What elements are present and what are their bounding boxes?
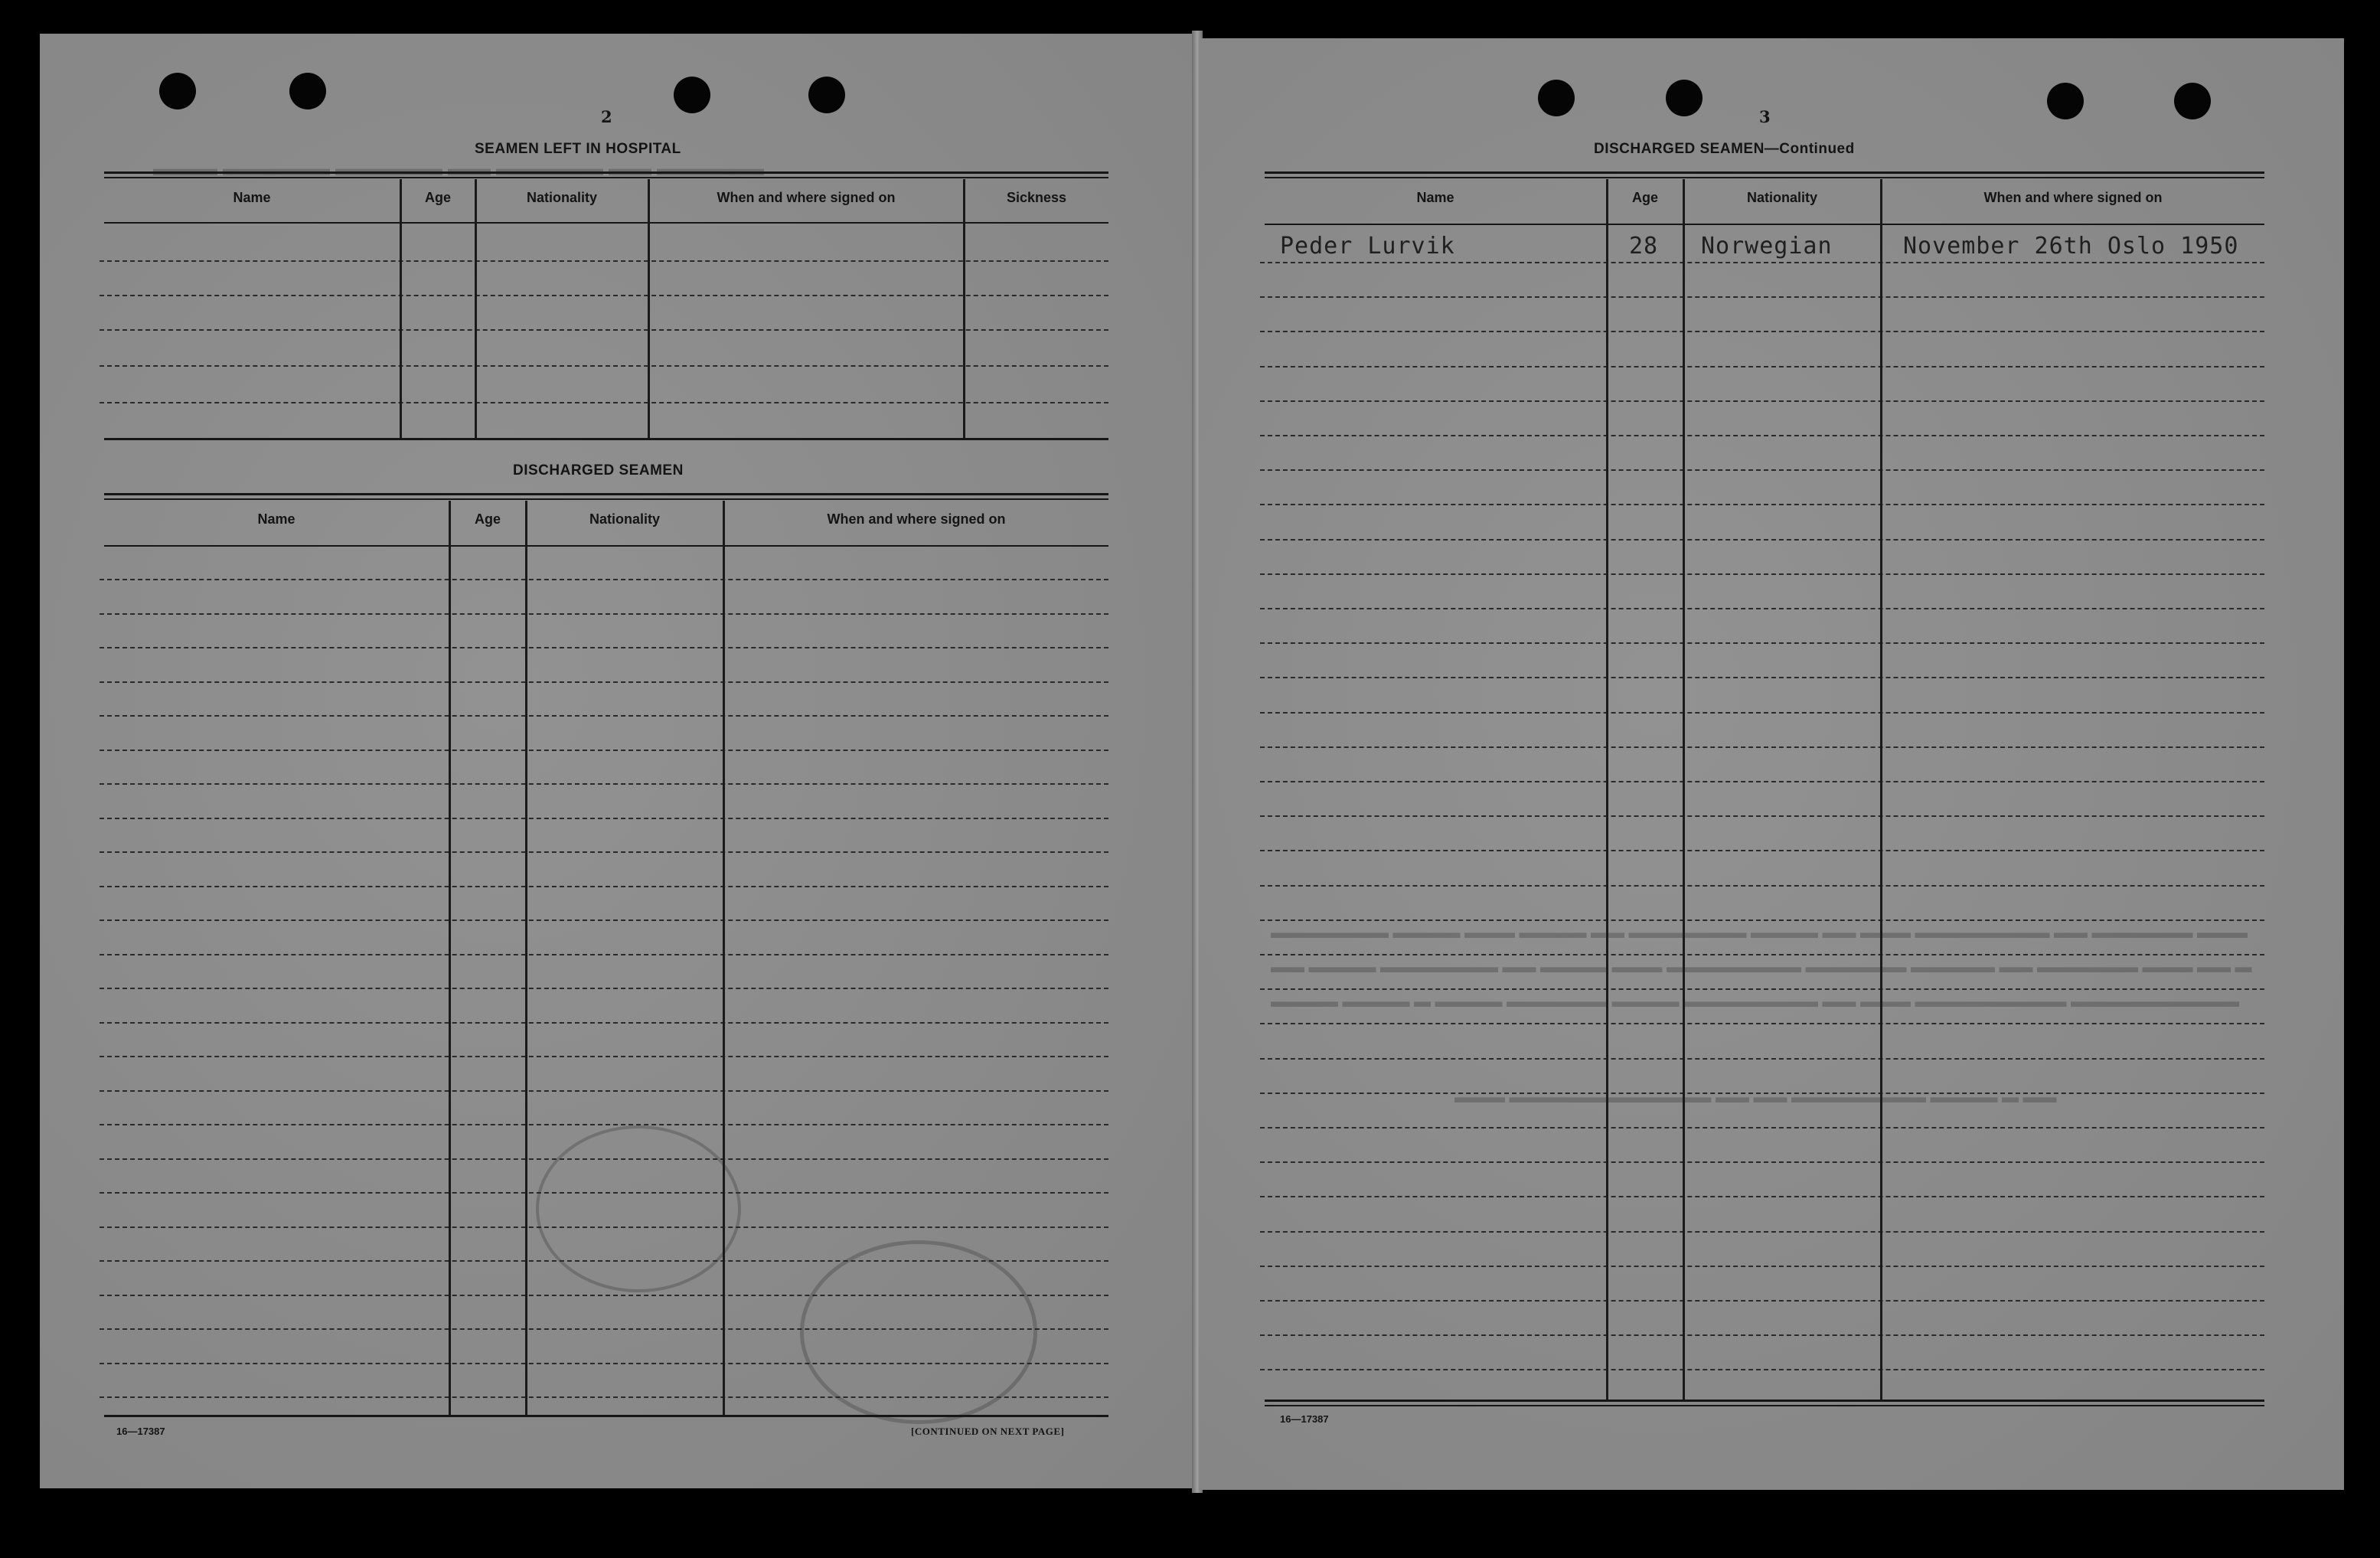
table-row [100,1090,1108,1092]
table-row [1260,1093,2264,1094]
table-row [100,1056,1108,1057]
col-header-sickness: Sickness [1006,190,1067,205]
bleed-through-text: ▬▬▬▬ ▬▬▬▬ ▬ ▬▬▬▬ ▬▬▬▬▬▬ ▬▬▬▬ ▬▬▬▬▬▬▬▬ ▬▬ ▬▬▬ ▬▬▬▬▬▬▬▬▬ ▬▬▬▬▬▬▬▬▬▬ [1271,991,2239,1011]
column-divider [963,179,965,438]
table-row [1260,1196,2264,1197]
col-header-age: Age [474,511,501,527]
table-row [100,1226,1108,1228]
punch-hole [808,77,845,113]
table-row [100,715,1108,717]
table-row [100,295,1108,296]
table-row [1260,1127,2264,1128]
table-row [100,851,1108,853]
table-top-rule [104,493,1108,495]
table-bottom-rule [1265,1405,2264,1406]
col-header-age: Age [1631,190,1658,205]
col-header-signed-on: When and where signed on [827,511,1006,527]
table-row [100,1396,1108,1398]
table-row [1260,712,2264,714]
date-stamp [536,1125,741,1292]
table-row [100,329,1108,331]
table-row [1260,885,2264,887]
column-divider [449,501,451,1415]
table-row [1260,988,2264,990]
table-row [100,818,1108,819]
bleed-through-text: ▬▬ ▬▬▬▬ ▬▬▬▬▬▬▬ ▬▬ ▬▬▬▬ ▬▬▬ ▬▬▬▬▬▬▬▬ ▬▬▬▬▬▬ ▬▬▬▬▬ ▬▬ ▬▬▬▬▬▬ ▬▬▬ ▬▬ ▬ [1271,957,2252,976]
table-row [100,613,1108,615]
table-row [100,1192,1108,1194]
table-row [100,579,1108,580]
column-divider [723,501,725,1415]
table-row [1260,1369,2264,1370]
cell-signed-on: November 26th Oslo 1950 [1903,233,2239,260]
table-row [1260,1334,2264,1336]
punch-hole [159,73,196,109]
column-divider [1683,179,1685,1400]
bleed-through-text: ▬▬▬▬▬ ▬▬ ▬▬▬▬▬ ▬▬ ▬▬▬▬▬ ▬▬▬▬▬ ▬▬▬ [153,157,764,181]
table-row [1260,1300,2264,1302]
table-top-rule [1265,177,2264,178]
table-row [1260,366,2264,367]
table-row [1260,1161,2264,1163]
table-bottom-rule [104,438,1108,440]
table-row [1260,781,2264,782]
table-row [100,1363,1108,1364]
col-header-nationality: Nationality [1746,190,1817,205]
table-row [1260,469,2264,471]
bleed-through-text: ▬▬▬ ▬▬▬▬▬▬▬▬▬▬▬▬ ▬▬ ▬▬ ▬▬▬▬▬▬▬▬ ▬▬▬▬ ▬ ▬▬ [1454,1087,2057,1106]
form-number: 16—17387 [1280,1413,1329,1425]
table-row [1260,296,2264,298]
table-row [100,1328,1108,1330]
table-row [1260,1266,2264,1267]
section-title-discharged: DISCHARGED SEAMEN [513,462,684,479]
section-title-hospital: SEAMEN LEFT IN HOSPITAL [475,141,681,157]
table-row [100,750,1108,751]
table-row [1260,435,2264,436]
column-divider [400,179,402,438]
table-row [100,402,1108,403]
header-rule [1265,224,2264,225]
col-header-signed-on: When and where signed on [1983,190,2163,205]
table-row [1260,850,2264,851]
table-row [100,1124,1108,1125]
table-row [100,1295,1108,1296]
continued-note: [CONTINUED ON NEXT PAGE] [911,1426,1065,1437]
column-divider [648,179,650,438]
table-row [100,988,1108,989]
column-divider [475,179,477,438]
table-top-rule [104,498,1108,500]
table-row [100,1158,1108,1160]
table-bottom-rule [1265,1400,2264,1402]
punch-hole [2174,83,2211,119]
table-row [1260,400,2264,402]
col-header-signed-on: When and where signed on [717,190,896,205]
table-row [100,1260,1108,1262]
table-row [1260,608,2264,609]
col-header-name: Name [233,190,271,205]
table-row [100,954,1108,955]
page-number: 2 [601,107,612,126]
form-number: 16—17387 [116,1426,165,1437]
table-row [1260,815,2264,817]
table-row [1260,642,2264,644]
col-header-age: Age [424,190,451,205]
table-top-rule [104,171,1108,174]
table-row [1260,677,2264,678]
table-row [1260,1023,2264,1024]
cell-name: Peder Lurvik [1280,233,1455,260]
punch-hole [1538,80,1575,116]
cell-nationality: Norwegian [1701,233,1833,260]
table-row [1260,262,2264,263]
table-top-rule [104,177,1108,178]
table-row [1260,573,2264,575]
table-row [100,886,1108,887]
punch-hole [674,77,710,113]
bleed-through-text: ▬▬▬▬▬▬▬ ▬▬▬▬ ▬▬▬ ▬▬▬▬ ▬▬ ▬▬▬▬▬▬▬ ▬▬▬▬ ▬▬ ▬▬▬ ▬▬▬▬▬▬▬▬ ▬▬ ▬▬▬▬▬▬ ▬▬▬ [1271,923,2248,942]
table-row [100,365,1108,367]
col-header-nationality: Nationality [526,190,597,205]
table-row [1260,1231,2264,1233]
table-top-rule [1265,171,2264,174]
table-row [100,681,1108,683]
table-row [1260,746,2264,748]
table-row [1260,539,2264,541]
cell-age: 28 [1629,233,1659,260]
header-rule [104,545,1108,547]
page-number: 3 [1759,107,1771,126]
col-header-nationality: Nationality [589,511,660,527]
table-row [1260,1058,2264,1060]
table-row [100,260,1108,262]
punch-hole [289,73,326,109]
col-header-name: Name [257,511,295,527]
column-divider [1606,179,1608,1400]
column-divider [1880,179,1882,1400]
table-bottom-rule [104,1415,1108,1417]
table-row [100,919,1108,921]
table-row [1260,919,2264,921]
punch-hole [2047,83,2084,119]
col-header-name: Name [1416,190,1454,205]
table-row [100,647,1108,648]
header-rule [104,222,1108,224]
column-divider [525,501,527,1415]
section-title-discharged-continued: DISCHARGED SEAMEN—Continued [1594,141,1855,157]
table-row [1260,331,2264,332]
table-row [1260,504,2264,505]
table-row [100,783,1108,785]
punch-hole [1666,80,1703,116]
table-row [100,1022,1108,1024]
table-row [1260,954,2264,955]
